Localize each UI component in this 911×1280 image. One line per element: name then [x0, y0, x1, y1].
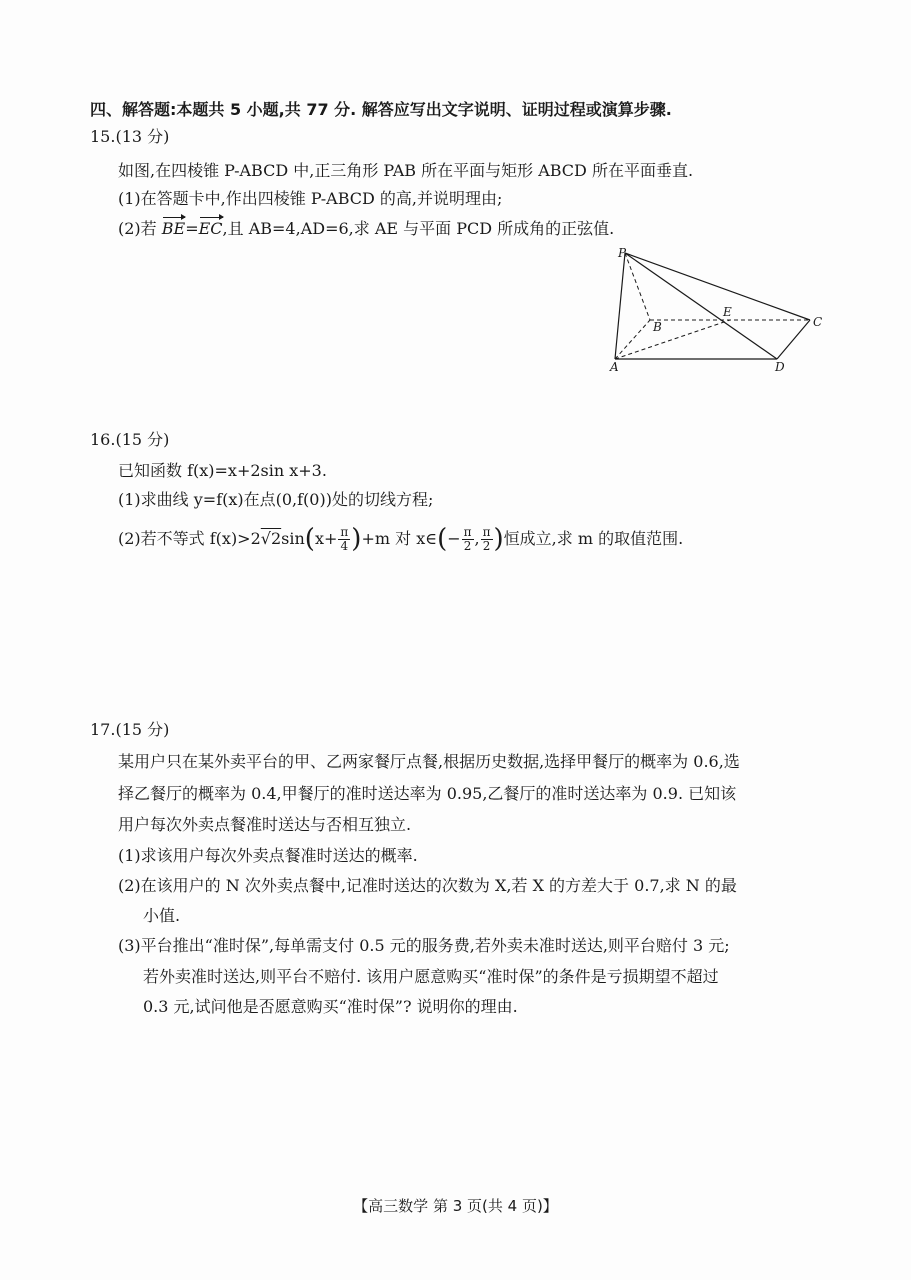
comma: ,	[474, 529, 480, 549]
fraction-pi-over-4	[338, 526, 350, 553]
segment-ae-hidden	[615, 320, 730, 359]
q17-line1: 某用户只在某外卖平台的甲、乙两家餐厅点餐,根据历史数据,选择甲餐厅的概率为 0.6,选	[118, 752, 740, 771]
label-b: B	[653, 320, 662, 334]
fraction-pi-over-2	[481, 526, 493, 553]
fraction-neg-pi-over-2	[462, 526, 474, 553]
edge-pc	[625, 253, 810, 320]
q17-line3: 用户每次外卖点餐准时送达与否相互独立.	[118, 815, 412, 834]
q16-part2-f: 恒成立,求 m 的取值范围.	[503, 529, 684, 549]
edge-ab-hidden	[615, 320, 650, 359]
frac-den-2-a: 2	[463, 539, 472, 554]
sqrt-two: √2	[260, 529, 282, 549]
q17-part3-line1: (3)平台推出“准时保”,每单需支付 0.5 元的服务费,若外卖未准时送达,则平台赔付 3 元;	[118, 936, 730, 955]
q15-number: 15.(13 分)	[90, 127, 170, 146]
q16-number: 16.(15 分)	[90, 430, 170, 449]
frac-den-4: 4	[340, 539, 349, 554]
q15-part2	[118, 219, 614, 238]
edge-pa	[615, 253, 625, 359]
interval-right-paren: )	[493, 524, 504, 554]
pyramid-figure	[605, 245, 835, 375]
sin-text: sin	[281, 529, 305, 549]
label-e: E	[723, 305, 732, 319]
q16-part2	[118, 524, 683, 555]
section-header: 四、解答题:本题共 5 小题,共 77 分. 解答应写出文字说明、证明过程或演算步骤.	[90, 100, 672, 119]
equals-sign: =	[185, 219, 199, 238]
q15-part2-suffix: ,且 AB=4,AD=6,求 AE 与平面 PCD 所成角的正弦值.	[222, 219, 615, 238]
q17-part3-line3: 0.3 元,试问他是否愿意购买“准时保”? 说明你的理由.	[143, 997, 518, 1016]
frac-num-pi-a: π	[463, 524, 472, 539]
q17-number: 17.(15 分)	[90, 720, 170, 739]
q16-intro: 已知函数 f(x)=x+2sin x+3.	[118, 461, 327, 480]
q17-line2: 择乙餐厅的概率为 0.4,甲餐厅的准时送达率为 0.95,乙餐厅的准时送达率为 0.9. 已知该	[118, 784, 737, 803]
label-c: C	[813, 315, 823, 329]
interval-left-paren: (	[437, 524, 448, 554]
frac-num-pi-b: π	[482, 524, 491, 539]
q16-part1: (1)求曲线 y=f(x)在点(0,f(0))处的切线方程;	[118, 490, 434, 509]
minus-sign: −	[447, 529, 461, 549]
vector-be: BE	[161, 219, 186, 238]
label-a: A	[610, 360, 619, 374]
right-paren: )	[351, 524, 362, 554]
q17-part1: (1)求该用户每次外卖点餐准时送达的概率.	[118, 846, 418, 865]
q17-part3-line2: 若外卖准时送达,则平台不赔付. 该用户愿意购买“准时保”的条件是亏损期望不超过	[143, 967, 719, 986]
q15-part1: (1)在答题卡中,作出四棱锥 P-ABCD 的高,并说明理由;	[118, 189, 503, 208]
q15-intro: 如图,在四棱锥 P-ABCD 中,正三角形 PAB 所在平面与矩形 ABCD 所在平面垂直.	[118, 161, 694, 180]
label-p: P	[618, 246, 627, 260]
edge-dc	[777, 320, 810, 359]
frac-den-2-b: 2	[482, 539, 491, 554]
q15-part2-prefix: (2)若	[118, 219, 162, 238]
frac-num-pi: π	[340, 524, 349, 539]
q17-part2-line1: (2)在该用户的 N 次外卖点餐中,记准时送达的次数为 X,若 X 的方差大于 0.7,求 N 的最	[118, 876, 737, 895]
edge-pd	[625, 253, 777, 359]
q16-part2-a: (2)若不等式 f(x)>2	[118, 529, 261, 549]
x-plus: x+	[314, 529, 338, 549]
label-d: D	[775, 360, 785, 374]
left-paren: (	[304, 524, 315, 554]
vector-ec: EC	[198, 219, 223, 238]
edge-pb-hidden	[625, 253, 650, 320]
q17-part2-line2: 小值.	[143, 906, 181, 925]
page-footer: 【高三数学 第 3 页(共 4 页)】	[353, 1197, 558, 1215]
q16-part2-d: +m 对 x∈	[361, 529, 438, 549]
